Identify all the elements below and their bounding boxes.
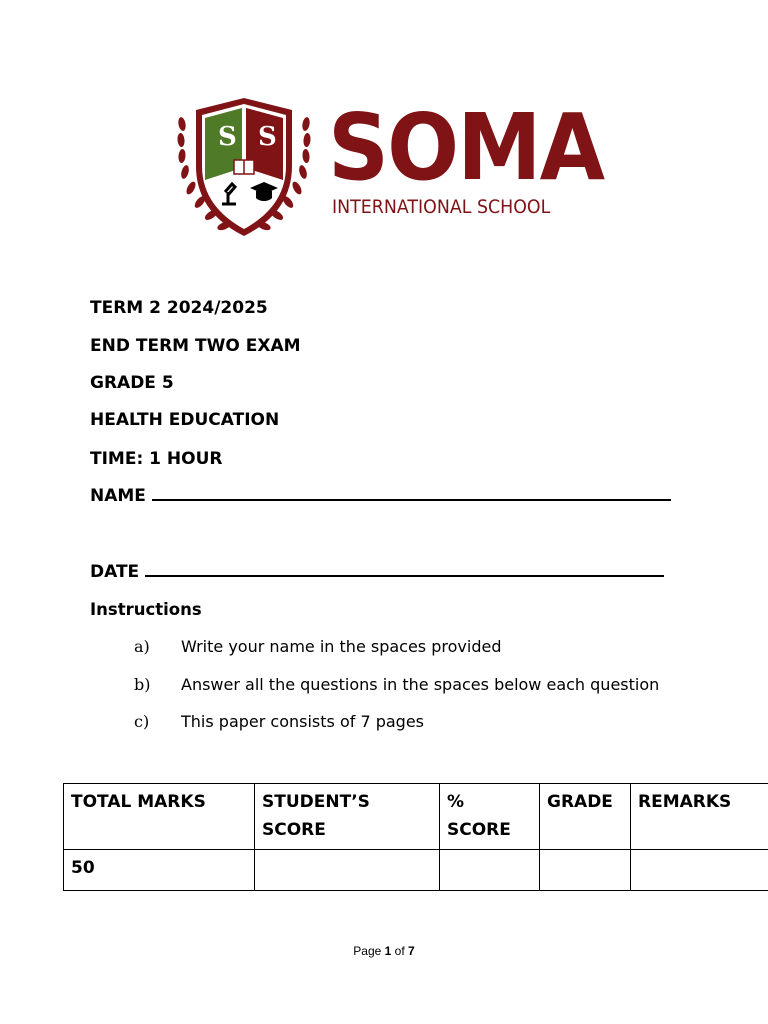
cell-grade[interactable]: [540, 850, 631, 891]
name-label: NAME: [90, 486, 146, 506]
cell-student-score[interactable]: [255, 850, 440, 891]
current-page-number: 1: [384, 944, 392, 958]
cell-total-marks: 50: [64, 850, 255, 891]
shield-crest-icon: [176, 96, 312, 238]
header-percent-score: % SCORE: [440, 784, 540, 850]
shield-letter-left: S: [218, 122, 237, 152]
cell-remarks[interactable]: [631, 850, 768, 891]
exam-time: TIME: 1 HOUR: [90, 449, 223, 469]
score-table-row: [64, 850, 768, 891]
instruction-text: This paper consists of 7 pages: [181, 712, 425, 731]
total-pages-number: 7: [408, 944, 415, 958]
date-blank-line[interactable]: [145, 574, 664, 577]
header-total-marks: TOTAL MARKS: [64, 784, 255, 850]
header-grade: GRADE: [540, 784, 631, 850]
instruction-item: [0, 712, 768, 734]
score-table-header-row: [64, 784, 768, 850]
cell-percent-score[interactable]: [440, 850, 540, 891]
exam-term: TERM 2 2024/2025: [90, 298, 268, 318]
instruction-marker: b): [134, 675, 151, 694]
header-remarks: REMARKS: [631, 784, 768, 850]
exam-name: END TERM TWO EXAM: [90, 336, 301, 356]
school-logo: [176, 94, 604, 238]
date-field[interactable]: [90, 564, 664, 581]
instruction-item: [0, 637, 768, 659]
exam-subject: HEALTH EDUCATION: [90, 410, 280, 430]
name-blank-line[interactable]: [152, 498, 671, 501]
instruction-text: Write your name in the spaces provided: [181, 637, 502, 656]
instructions-title: Instructions: [90, 600, 202, 619]
of-word: of: [394, 944, 405, 958]
page-footer: [0, 944, 768, 958]
instruction-text: Answer all the questions in the spaces below each question: [181, 675, 660, 694]
date-label: DATE: [90, 562, 140, 582]
instruction-marker: a): [134, 637, 150, 656]
name-field[interactable]: [90, 488, 671, 505]
page-word: Page: [353, 944, 382, 958]
brand-subtitle: INTERNATIONAL SCHOOL: [332, 197, 551, 218]
instruction-marker: c): [134, 712, 150, 731]
exam-grade: GRADE 5: [90, 373, 174, 393]
shield-letter-right: S: [258, 122, 277, 152]
brand-name: SOMA: [328, 94, 604, 201]
header-student-score: STUDENT’S SCORE: [255, 784, 440, 850]
score-table: [63, 783, 768, 891]
instruction-item: [0, 675, 768, 697]
